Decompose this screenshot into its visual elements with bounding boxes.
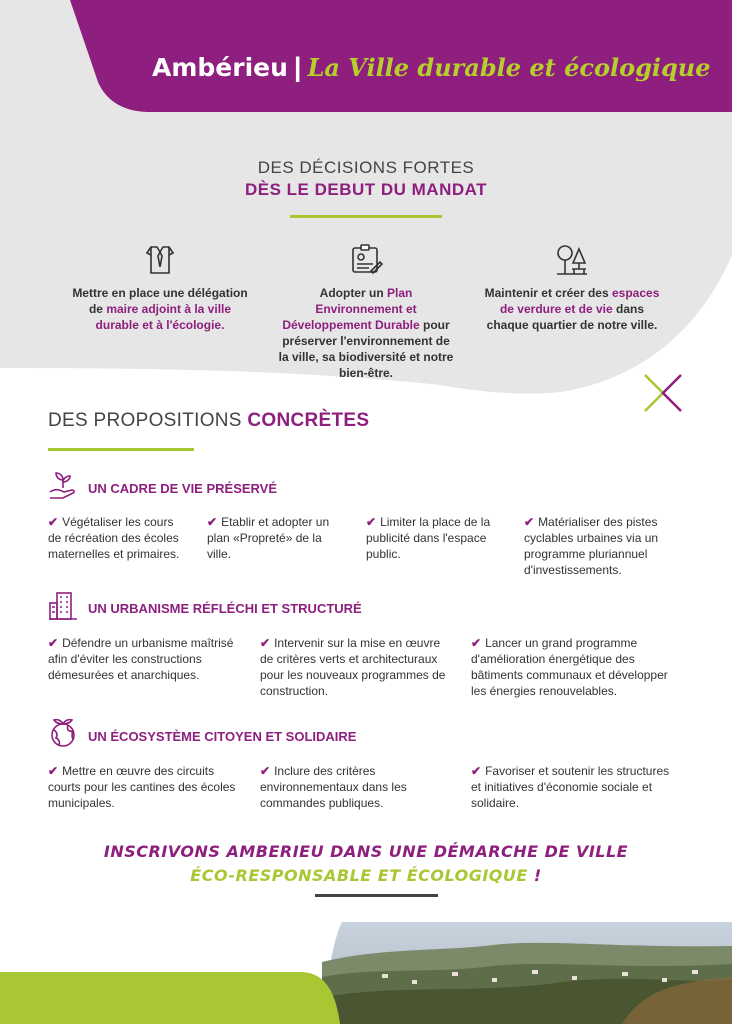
section-1-item-1 bbox=[48, 514, 181, 562]
section-1-title: UN CADRE DE VIE PRÉSERVÉ bbox=[88, 481, 278, 496]
decision-3-post: dans chaque quartier de notre ville. bbox=[486, 302, 658, 332]
hand-plant-icon bbox=[48, 470, 78, 500]
decision-2-highlight: Plan Environnement et Développement Durable bbox=[282, 286, 420, 332]
decision-3-text: Maintenir et créer des bbox=[484, 286, 612, 300]
check-icon: ✔ bbox=[48, 636, 59, 650]
decision-1-text: Mettre en place une délégation de bbox=[72, 286, 248, 316]
section-3-title: UN ÉCOSYSTÈME CITOYEN ET SOLIDAIRE bbox=[88, 729, 357, 744]
section-3-item-1 bbox=[48, 763, 236, 811]
item-text: Favoriser et soutenir les structures et initiatives d'économie sociale et solidaire. bbox=[471, 764, 670, 810]
section-2-item-2 bbox=[260, 635, 452, 699]
decorative-x-icon bbox=[642, 372, 684, 414]
check-icon: ✔ bbox=[207, 515, 218, 529]
item-text: Matérialiser des pistes cyclables urbaines via un programme pluriannuel d'investissements. bbox=[524, 515, 659, 577]
section-2-item-3 bbox=[471, 635, 676, 699]
check-icon: ✔ bbox=[366, 515, 377, 529]
decision-item-3 bbox=[482, 243, 662, 333]
proposals-heading-plain: DES PROPOSITIONS bbox=[48, 410, 248, 431]
green-corner-shape bbox=[0, 972, 340, 1024]
cta-line-2-end: ! bbox=[527, 866, 542, 885]
title-city: Ambérieu bbox=[152, 53, 288, 82]
section-1-item-3 bbox=[366, 514, 499, 562]
page-title bbox=[152, 52, 711, 83]
item-text: Limiter la place de la publicité dans l'espace public. bbox=[366, 515, 491, 561]
item-text: Intervenir sur la mise en œuvre de critères verts et architecturaux pour les nouveaux programmes de construction. bbox=[260, 636, 446, 698]
item-text: Végétaliser les cours de récréation des écoles maternelles et primaires. bbox=[48, 515, 180, 561]
item-text: Lancer un grand programme d'amélioration énergétique des bâtiments communaux et développer les énergies renouvelables. bbox=[471, 636, 668, 698]
check-icon: ✔ bbox=[48, 515, 59, 529]
decision-2-post: pour préserver l'environnement de la ville, sa biodiversité et notre bien-être. bbox=[278, 318, 454, 380]
section-2-item-1 bbox=[48, 635, 236, 683]
proposals-heading-strong: CONCRÈTES bbox=[247, 410, 370, 431]
check-icon: ✔ bbox=[260, 636, 271, 650]
decisions-subheading: DÈS LE DEBUT DU MANDAT bbox=[244, 180, 488, 199]
item-text: Mettre en œuvre des circuits courts pour les cantines des écoles municipales. bbox=[48, 764, 236, 810]
decision-1-highlight: maire adjoint à la ville durable et à l'écologie. bbox=[95, 302, 232, 332]
check-icon: ✔ bbox=[524, 515, 535, 529]
landscape-photo bbox=[322, 922, 732, 1024]
item-text: Etablir et adopter un plan «Propreté» de la ville. bbox=[207, 515, 330, 561]
eco-globe-icon bbox=[48, 718, 78, 748]
clipboard-plan-icon bbox=[349, 243, 383, 277]
cta-line-2 bbox=[0, 866, 732, 885]
decision-item-2 bbox=[276, 243, 456, 381]
building-icon bbox=[48, 591, 78, 621]
section-1-item-2 bbox=[207, 514, 340, 562]
proposals-rule bbox=[48, 448, 194, 451]
check-icon: ✔ bbox=[471, 636, 482, 650]
trees-bench-icon bbox=[555, 243, 589, 277]
title-separator: | bbox=[293, 52, 302, 82]
section-3-item-2 bbox=[260, 763, 450, 811]
check-icon: ✔ bbox=[48, 764, 59, 778]
item-text: Inclure des critères environnementaux dans les commandes publiques. bbox=[260, 764, 407, 810]
section-3-item-3 bbox=[471, 763, 671, 811]
decisions-heading: DES DÉCISIONS FORTES bbox=[257, 158, 475, 177]
item-text: Défendre un urbanisme maîtrisé afin d'éviter les constructions démesurées et anarchiques. bbox=[48, 636, 234, 682]
decision-2-text: Adopter un bbox=[319, 286, 387, 300]
cta-line-2-green: ÉCO-RESPONSABLE ET ÉCOLOGIQUE bbox=[190, 866, 528, 885]
cta-line-1: INSCRIVONS AMBERIEU DANS UNE DÉMARCHE DE VILLE bbox=[103, 842, 629, 861]
section-1-item-4 bbox=[524, 514, 664, 578]
check-icon: ✔ bbox=[260, 764, 271, 778]
section-2-title: UN URBANISME RÉFLÉCHI ET STRUCTURÉ bbox=[88, 601, 362, 616]
decision-item-1 bbox=[70, 243, 250, 333]
decision-3-highlight: espaces de verdure et de vie bbox=[499, 286, 660, 316]
check-icon: ✔ bbox=[471, 764, 482, 778]
decisions-rule bbox=[290, 215, 442, 218]
cta-rule bbox=[315, 894, 438, 897]
title-tagline: La Ville durable et écologique bbox=[307, 53, 711, 82]
shirt-tie-icon bbox=[143, 243, 177, 277]
proposals-heading bbox=[48, 410, 369, 432]
